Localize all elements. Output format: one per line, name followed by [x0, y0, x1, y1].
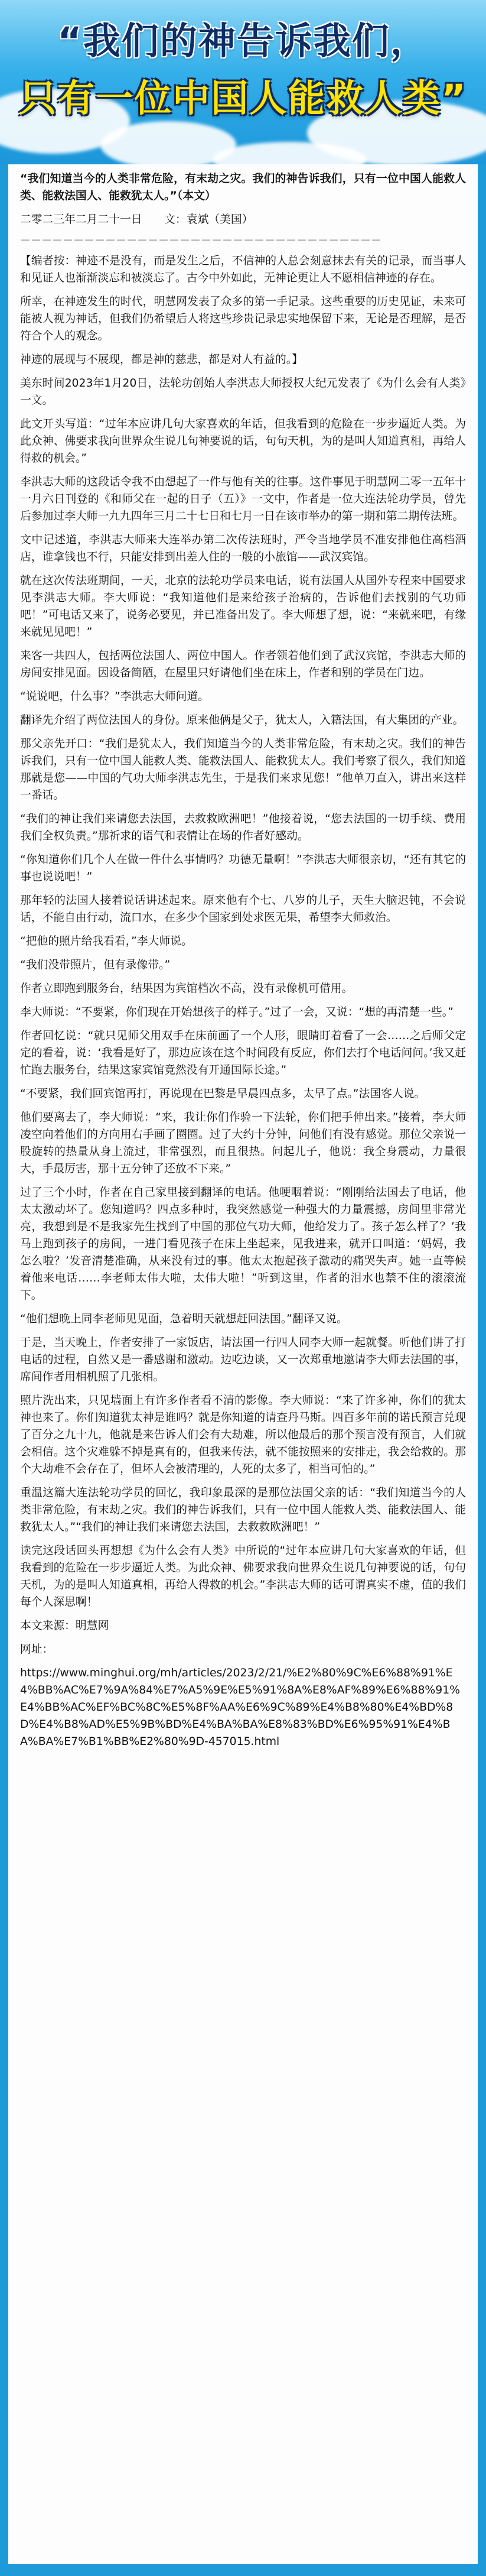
paragraph: 于是，当天晚上，作者安排了一家饭店，请法国一行四人同李大师一起就餐。听他们讲了打电话的过程，自然又是一番感谢和激动。边吃边谈，又一次郑重地邀请李大师去法国的事，席间作者用相机照了几张相。 [20, 1336, 466, 1383]
url-label: 网址： [20, 1643, 54, 1656]
paragraph: “说说吧，什么事？”李洪志大师问道。 [20, 690, 209, 703]
paragraph: 李大师说：“不要紧，你们现在开始想孩子的样子。”过了一会，又说：“想的再清楚一些。” [20, 1006, 454, 1018]
paragraph: 作者立即跑到服务台，结果因为宾馆档次不高，没有录像机可借用。 [20, 982, 353, 995]
paragraph: 读完这段话回头再想想《为什么会有人类》中所说的“过年本应讲几句大家喜欢的年话，但我看到的危险在一步步逼近人类。为此众神、佛要求我向世界众生说几句神要说的话，句句天机，为的是叫人知道真相，再给人得救的机会。”李洪志大师的话可谓真实不虚，值的我们每个人深思啊！ [20, 1545, 466, 1608]
paragraph: 神迹的展现与不展现，都是神的慈悲，都是对人有益的。】 [20, 353, 303, 366]
paragraph: “把他的照片给我看看，”李大师说。 [20, 935, 193, 948]
article-body [8, 164, 478, 2564]
lead-paragraph: “我们知道当今的人类非常危险，有末劫之灾。我们的神告诉我们，只有一位中国人能救人类、能救法国人、能救犹太人。”（本文） [20, 173, 466, 202]
paragraph: 所幸，在神迹发生的时代，明慧网发表了众多的第一手记录。这些重要的历史见证，未来可能被人视为神话，但我们仍希望后人将这些珍贵记录忠实地保留下来，无论是否理解，是否符合个人的观念。 [20, 296, 466, 342]
banner-title-line1: “我们的神告诉我们， [57, 20, 429, 63]
paragraph: 翻译先介绍了两位法国人的身份。原来他俩是父子，犹太人，入籍法国，有大集团的产业。 [20, 714, 464, 726]
header-banner [0, 0, 486, 164]
paragraph: “不要紧，我们回宾馆再打，再说现在巴黎是早晨四点多，太早了点。”法国客人说。 [20, 1088, 426, 1100]
paragraph: 作者回忆说：“就只见师父用双手在床前画了一个人形，眼睛盯着看了一会……之后师父定定的看着，说：‘我看是好了，那边应该在这个时间段有反应，你们去打个电话问问。’我又赶忙跑去服务台，结果这家宾馆竟然没有开通国际长途。” [20, 1030, 466, 1076]
paragraph: 就在这次传法班期间，一天，北京的法轮功学员来电话，说有法国人从国外专程来中国要求见李洪志大师。李大师说：“我知道他们是来给孩子治病的，告诉他们去找别的气功师吧！”可电话又来了，说务必要见，并已准备出发了。李大师想了想，说：“来就来吧，有缘来就见见吧！” [20, 575, 466, 638]
paragraph: 文中记述道，李洪志大师来大连举办第二次传法班时，严令当地学员不准安排他住高档酒店，谁拿钱也不行，只能安排到出差人住的一般的小旅馆——武汉宾馆。 [20, 534, 466, 563]
banner-title-line2: 只有一位中国人能救人类” [19, 77, 467, 120]
byline: 二零二三年二月二十一日 文：袁斌（美国） [20, 213, 253, 226]
paragraph: “你知道你们几个人在做一件什么事情吗？功德无量啊！”李洪志大师很亲切，“还有其它的事也说说吧！” [20, 854, 466, 883]
paragraph: 那年轻的法国人接着说话讲述起来。原来他有个七、八岁的儿子，天生大脑迟钝，不会说话，不能自由行动，流口水，在多少个国家到处求医无果，希望李大师救治。 [20, 894, 466, 924]
editor-note: 【编者按：神迹不是没有，而是发生之后，不信神的人总会刻意抹去有关的记录，而当事人和见证人也渐渐淡忘和被淡忘了。古今中外如此，无神论更让人不愿相信神迹的存在。 [20, 255, 466, 284]
source-line: 本文来源：明慧网 [20, 1620, 109, 1632]
source-url-link[interactable]: https://www.minghui.org/mh/articles/2023/2/21/%E2%80%9C%E6%88%91%E4%BB%AC%E7%9A%84%E7%A5%9E%E5%91%8A%E8%AF%89%E6%88%91%E4%BB%AC%EF%BC%8C%E5%8F%AA%E6%9C%89%E4%B8%80%E4%BD%8D%E4%B8%AD%E5%9B%BD%E4%BA%BA%E8%83%BD%E6%95%91%E4%BA%BA%E7%B1%BB%E2%80%9D-457015.html [20, 1667, 461, 1748]
paragraph: 重温这篇大连法轮功学员的回忆，我印象最深的是那位法国父亲的话：“我们知道当今的人类非常危险，有末劫之灾。我们的神告诉我们，只有一位中国人能救人类、能救法国人、能救犹太人。”“我们的神让我们来请您去法国，去救救欧洲吧！” [20, 1487, 466, 1533]
paragraph: 美东时间2023年1月20日，法轮功创始人李洪志大师授权大纪元发表了《为什么会有人类》一文。 [20, 377, 466, 407]
divider: －－－－－－－－－－－－－－－－－－－－－－－－－－－－－－－－－－ [20, 235, 381, 247]
paragraph: 照片洗出来，只见墙面上有许多作者看不清的影像。李大师说：“来了许多神，你们的犹太神也来了。你们知道犹太神是谁吗？就是你知道的请查丹马斯。四百多年前的诺氏预言兑现了百分之九十九，他就是来告诉人们会有大劫难，所以他最后的那个预言没有预言，人们就会相信。这个灾难躲不掉是真有的，但我来传法，就不能按照来的安排走，我会给救的。那个大劫难不会存在了，但坏人会被清理的，人死的太多了，相当可怕的。” [20, 1394, 466, 1475]
paragraph: 过了三个小时，作者在自己家里接到翻译的电话。他哽咽着说：“刚刚给法国去了电话，他太太激动坏了。您知道吗？四点多种时，我突然感觉一种强大的力量震撼，房间里非常光亮，我想到是不是我家先生找到了中国的那位气功大师，他给发力了。孩子怎么样了？’我马上跑到孩子的房间，一进门看见孩子在床上坐起来，见我进来，就开口叫道：‘妈妈，我怎么啦？’发音清楚准确，从来没有过的事。他太太抱起孩子激动的痛哭失声。她一直等候着他来电话……李老师太伟大啦，太伟大啦！”听到这里，作者的泪水也禁不住的滚滚流下。 [20, 1186, 466, 1302]
paragraph: “我们的神让我们来请您去法国，去救救欧洲吧！”他接着说，“您去法国的一切手续、费用我们全权负责。”那祈求的语气和表情让在场的作者好感动。 [20, 813, 466, 842]
paragraph: 那父亲先开口：“我们是犹太人，我们知道当今的人类非常危险，有末劫之灾。我们的神告诉我们，只有一位中国人能救人类、能救法国人、能救犹太人。我们考察了很久，我们知道那就是您——中国的气功大师李洪志先生，于是我们来求见您！”他单刀直入，讲出来这样一番话。 [20, 738, 466, 802]
paragraph: 李洪志大师的这段话令我不由想起了一件与他有关的往事。这件事见于明慧网二零一五年十一月六日刊登的《和师父在一起的日子（五）》一文中，作者是一位大连法轮功学员，曾先后参加过李大师一九九四年三月二十七日和七月一日在该市举办的第一期和第二期传法班。 [20, 476, 466, 523]
paragraph: 来客一共四人，包括两位法国人、两位中国人。作者领着他们到了武汉宾馆，李洪志大师的房间安排见面。因设备简陋，在屋里只好请他们坐在床上，作者和别的学员在门边。 [20, 650, 466, 679]
paragraph: 他们要离去了，李大师说：“来，我让你们作验一下法轮，你们把手伸出来。”接着，李大师凌空向着他们的方向用右手画了圈圈。过了大约十分钟，问他们有没有感觉。那位父亲说一股旋转的热量从身上流过，非常强烈，而且很热。问起儿子，他说：我全身震动，力量很大，手最厉害，那十五分钟了还放不下来。” [20, 1111, 466, 1175]
paragraph: 此文开头写道：“过年本应讲几句大家喜欢的年话，但我看到的危险在一步步逼近人类。为此众神、佛要求我向世界众生说几句神要说的话，句句天机，为的是叫人知道真相，再给人得救的机会。” [20, 418, 466, 465]
paragraph: “他们想晚上同李老师见见面，急着明天就想赶回法国。”翻译又说。 [20, 1313, 348, 1325]
paragraph: “我们没带照片，但有录像带。” [20, 959, 171, 971]
